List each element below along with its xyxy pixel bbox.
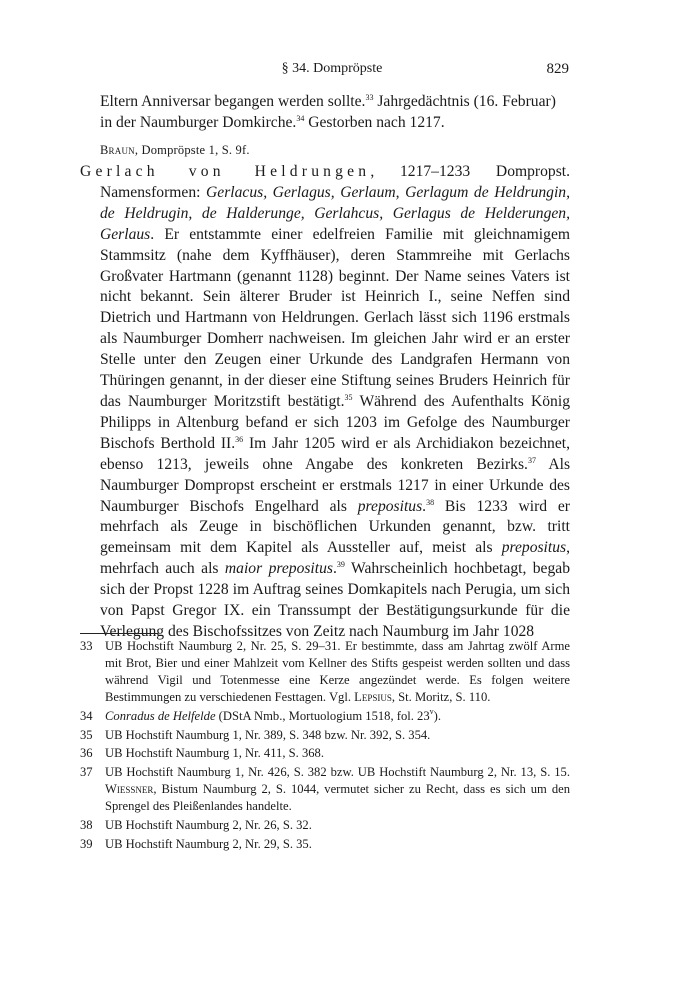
footnote-text: UB Hochstift Naumburg 1, Nr. 389, S. 348 bzw. Nr. 392, S. 354. — [105, 727, 431, 742]
text-span: (DStA Nmb., Mortuologium 1518, fol. 23 — [215, 708, 430, 723]
footnote-text — [105, 638, 570, 706]
italic-term: maior prepositus — [224, 560, 333, 578]
text-span: UB Hochstift Naumburg 2, Nr. 25, S. 29–31. Er bestimmte, dass am Jahrtag zwölf Arme mit Brot, Bier und einer Mahlzeit vom Kellner des Stifts gespeist werden sollten und dass während Vigil und Totenmesse eine Kerze angezündet werde. Es folgen weitere Bestimmungen zu verschiedenen Festtagen. Vgl. — [105, 639, 570, 704]
text-span: . Er entstammte einer edelfreien Familie mit gleichnamigem Stammsitz (nahe dem Kyffhäuser), deren Stammreihe mit Gerlachs Großvater Hartmann (genannt 1128) beginnt. Der Name seines Vaters ist nicht bekannt. Sein älterer Bruder ist Heinrich I., seine Neffen sind Dietrich und Hartmann von Heldrungen. Gerlach lässt sich 1196 erstmals als Naumburger Domherr nachweisen. Im gleichen Jahr wird er an erster Stelle unter den Zeugen einer Urkunde des Landgrafen Hermann von Thüringen genannt, in der dieser eine Stiftung seines Bruders Heinrich für das Naumburger Moritzstift bestätigt. — [100, 225, 570, 410]
literature-reference — [80, 140, 570, 161]
text-span: Jahrgedächtnis (16. Februar) — [373, 93, 556, 110]
text-span: Wahrscheinlich hochbetagt, begab sich der Propst 1228 im Auftrag seines Domkapitels nach Perugia, um sich von Papst Gregor IX. ein Transsumpt der Bestätigungsurkunde für die Verlegung des Bischofssitzes von Zeitz nach Naumburg im Jahr 1028 — [100, 560, 570, 640]
footnote-text — [105, 708, 570, 725]
footnote-number: 36 — [80, 746, 93, 761]
footnote-separator — [80, 633, 158, 634]
footnote-39 — [80, 836, 570, 853]
continuation-text — [80, 92, 570, 134]
text-span: ). — [433, 708, 441, 723]
text-span: Bis 1233 wird er mehrfach als Zeuge in bischöflichen Urkunden genannt, bzw. tritt gemeinsam mit dem Kapitel als Aussteller auf, meist als — [100, 497, 570, 557]
footnote-text: UB Hochstift Naumburg 1, Nr. 411, S. 368. — [105, 746, 324, 761]
footnote-ref-34: 34 — [296, 113, 305, 123]
continuation-block — [80, 92, 570, 161]
text-span: in der Naumburger Domkirche. — [100, 113, 297, 131]
entry-dates: , 1217–1233 Dompropst. Namensformen: — [100, 163, 570, 201]
footnote-36 — [80, 745, 570, 762]
footnote-number: 37 — [80, 765, 93, 780]
italic-term: prepositus — [357, 497, 423, 515]
footnote-ref-38: 38 — [426, 497, 435, 507]
text-span: , St. Moritz, S. 110. — [391, 689, 491, 704]
text-span: Eltern Anniversar begangen werden sollte. — [100, 93, 366, 110]
italic-term: prepositus — [501, 539, 567, 557]
author-name: Lepsius — [354, 689, 392, 704]
text-span: UB Hochstift Naumburg 1, Nr. 426, S. 382 bzw. UB Hochstift Naumburg 2, Nr. 13, S. 15. — [105, 765, 570, 780]
lit-author: Braun — [100, 142, 135, 157]
footnote-35 — [80, 727, 570, 744]
text-span: . — [332, 560, 337, 578]
footnote-number: 38 — [80, 818, 93, 833]
text-span: , mehrfach auch als — [100, 539, 570, 578]
footnote-text: UB Hochstift Naumburg 2, Nr. 29, S. 35. — [105, 836, 312, 851]
footnote-37 — [80, 764, 570, 815]
footnote-text: UB Hochstift Naumburg 2, Nr. 26, S. 32. — [105, 818, 312, 833]
text-span: . — [422, 497, 427, 515]
page-header — [95, 61, 569, 81]
page-number: 829 — [546, 61, 569, 77]
author-name: Wiessner — [105, 782, 154, 797]
footnote-ref-36: 36 — [235, 434, 244, 444]
footnote-ref-33: 33 — [365, 93, 374, 102]
lit-rest: , Dompröpste 1, S. 9f. — [134, 142, 250, 157]
text-span: Im Jahr 1205 wird er als Archidiakon bezeichnet, ebenso 1213, jeweils ohne Angabe des konkreten Bezirks. — [100, 434, 571, 473]
entry-name: Gerlach von Heldrungen — [80, 163, 371, 180]
footnote-number: 34 — [80, 708, 93, 723]
biography-entry — [80, 162, 570, 643]
running-title: § 34. Dompröpste — [281, 61, 383, 76]
footnote-33 — [80, 638, 570, 706]
footnote-34 — [80, 708, 570, 725]
footnote-number: 39 — [80, 836, 93, 851]
footnote-text — [105, 764, 570, 815]
superscript: v — [429, 706, 434, 716]
footnote-ref-39: 39 — [336, 560, 345, 570]
text-span: Während des Aufenthalts König Philipps in Altenburg befand er sich 1203 im Gefolge des Naumburger Bischofs Berthold II. — [100, 392, 570, 452]
text-span: , Bistum Naumburg 2, S. 1044, vermutet sicher zu Recht, dass es sich um den Sprengel des Pleißenlandes handelte. — [105, 782, 570, 814]
name-forms: Gerlacus, Gerlagus, Gerlaum, Gerlagum de Heldrungin, de Heldrugin, de Halderunge, Gerlahcus, Gerlagus de Helderungen, Gerlaus — [100, 183, 570, 243]
footnote-number: 35 — [80, 727, 93, 742]
italic-term: Conradus de Helfelde — [105, 708, 216, 723]
text-span: Als Naumburger Dompropst erscheint er erstmals 1217 in einer Urkunde des Naumburger Bischofs Engelhard als — [100, 455, 571, 515]
text-span: Gestorben nach 1217. — [304, 113, 445, 131]
footnote-ref-37: 37 — [527, 455, 536, 465]
footnotes — [80, 638, 570, 855]
entry-paragraph — [80, 162, 570, 643]
footnote-ref-35: 35 — [344, 392, 353, 402]
footnote-number: 33 — [80, 639, 93, 653]
footnote-38 — [80, 817, 570, 834]
